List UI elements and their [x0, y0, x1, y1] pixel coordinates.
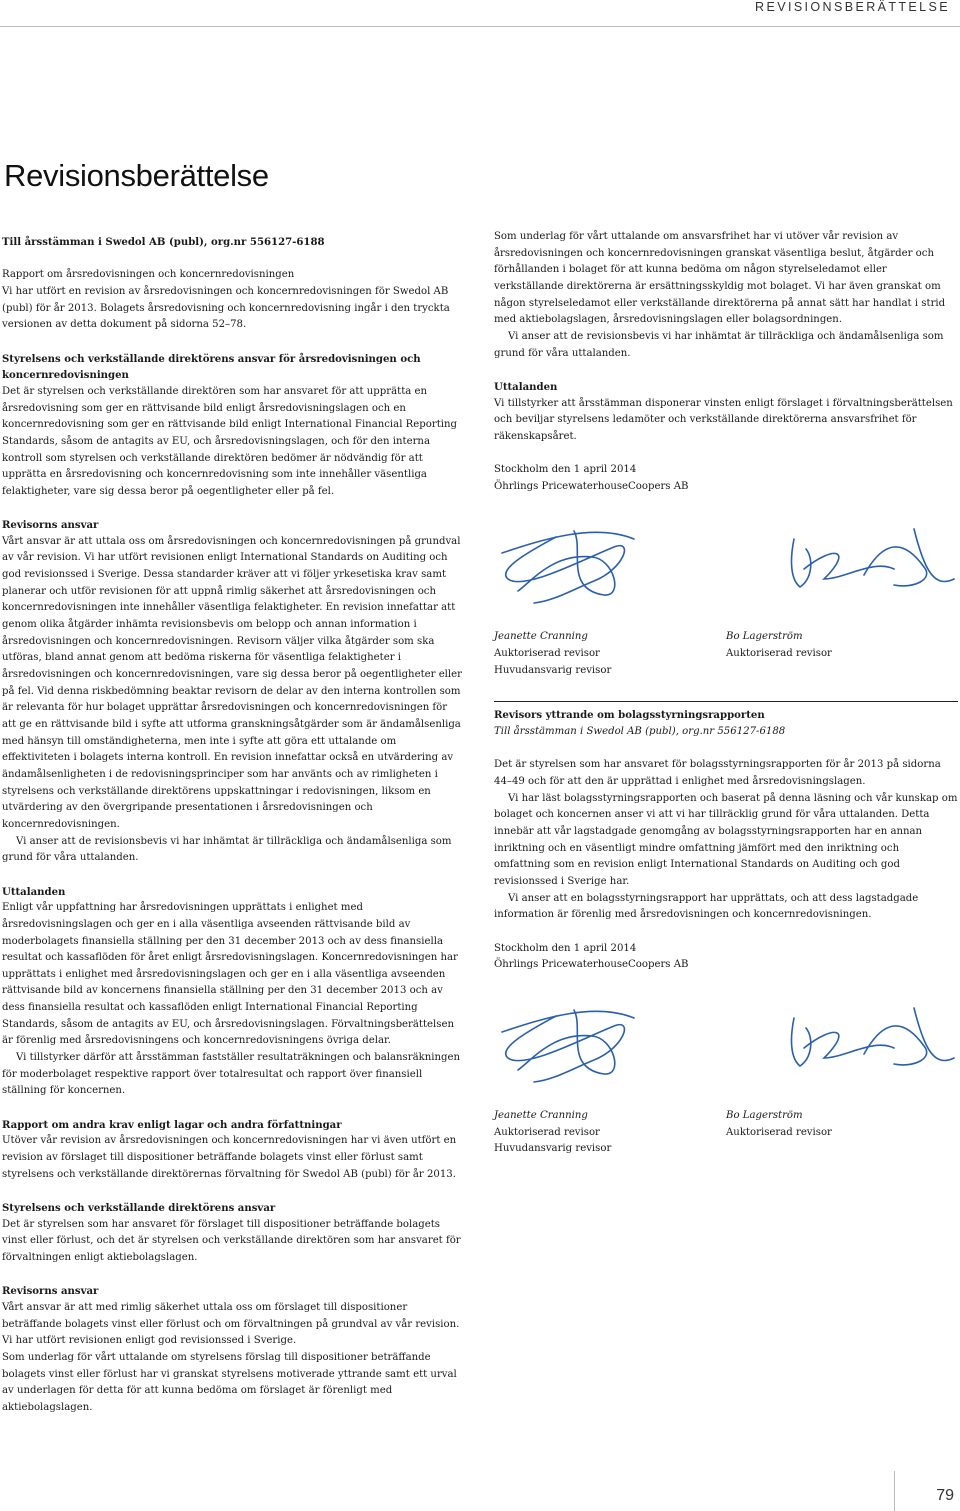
revisorns2-heading: Revisorns ansvar [2, 1285, 99, 1298]
underlag-text-2: Vi anser att de revisionsbevis vi har inhämtat är tillräckliga och ändamålsenliga som grund för våra uttalanden. [494, 330, 944, 359]
revisorns2-text-2: Som underlag för vårt uttalande om styrelsens förslag till dispositioner beträffande bolagets vinst eller förlust har vi granskat styrelsens motiverade yttrande samt ett urval av underlagen för detta för att kunna bedöma om förslaget är förenligt med aktiebolagslagen. [2, 1351, 457, 1413]
signature-image [494, 509, 958, 629]
signer2b-title: Auktoriserad revisor [726, 1126, 832, 1138]
page-title: Revisionsberättelse [4, 158, 269, 193]
page-number-box [894, 1471, 954, 1511]
revisorns2-text: Vårt ansvar är att med rimlig säkerhet uttala oss om förslaget till dispositioner beträffande bolagets vinst eller förlust och om förvaltningen på grundval av vår revision. Vi har utfört revisionen enligt god revisionssed i Sverige. [2, 1301, 460, 1347]
rapport-heading: Rapport om årsredovisningen och koncernredovisningen [2, 269, 295, 281]
running-head: REVISIONSBERÄTTELSE [755, 0, 950, 14]
signer1b-title: Auktoriserad revisor [494, 1126, 600, 1138]
signatures-1 [494, 509, 958, 629]
signer1b-role: Huvudansvarig revisor [494, 1143, 612, 1155]
underlag-text: Som underlag för vårt uttalande om ansvarsfrihet har vi utöver vår revision av årsredovisningen och koncernredovisningen granskat väsentliga beslut, åtgärder och förhållanden i bolaget för att kunna bedöma om någon styrelseledamot eller verkställande direktörerna är ersättningsskyldig mot bolaget. Vi har även granskat om någon styrelseledamot eller verkställande direktörerna på annat sätt har handlat i strid med aktiebolagslagen, årsredovisningslagen eller bolagsordningen. [494, 231, 946, 326]
signer2-title: Auktoriserad revisor [726, 648, 832, 660]
revisorns-text-2: Vi anser att de revisionsbevis vi har inhämtat är tillräckliga och ändamålsenliga som grund för våra uttalanden. [2, 835, 452, 864]
intro-heading: Till årsstämman i Swedol AB (publ), org.nr 556127-6188 [2, 236, 325, 248]
andra-krav-heading: Rapport om andra krav enligt lagar och andra författningar [2, 1118, 342, 1131]
right-column [494, 229, 958, 1158]
styrelsen2-text: Det är styrelsen som har ansvaret för förslaget till dispositioner beträffande bolagets vinst eller förlust, och det är styrelsen och verkställande direktören som har ansvaret för förvaltningen enligt aktiebolagslagen. [2, 1218, 461, 1263]
andra-krav-text: Utöver vår revision av årsredovisningen och koncernredovisningen har vi även utfört en revision av förslaget till dispositioner beträffande bolagets vinst eller förlust samt styrelsens och verkställande direktörernas förvaltning för Swedol AB (publ) för år 2013. [2, 1135, 457, 1180]
signer-2b [726, 1108, 958, 1158]
styrelsen-text: Det är styrelsen och verkställande direktören som har ansvaret för att upprätta en årsredovisning som ger en rättvisande bild enligt årsredovisningslagen och en koncernredovisning som ger en rättvisande bild enligt International Financial Reporting Standards, såsom de antagits av EU, och årsredovisningslagen, och för den interna kontroll som styrelsen och verkställande direktören bedömer är nödvändig för att upprätta en årsredovisning och koncernredovisning som inte innehåller väsentliga felaktigheter, vare sig dessa beror på oegentligheter eller på fel. [2, 385, 458, 497]
firm-name-2: Öhrlings PricewaterhouseCoopers AB [494, 959, 689, 971]
signature-image-2 [494, 988, 958, 1108]
signer1b-name: Jeanette Cranning [494, 1109, 588, 1121]
yttrande-text: Det är styrelsen som har ansvaret för bolagsstyrningsrapporten för år 2013 på sidorna 44–49 och för att den är upprättad i enlighet med årsredovisningslagen. [494, 759, 941, 788]
page-number: 79 [936, 1487, 954, 1504]
yttrande-text-3: Vi anser att en bolagsstyrningsrapport har upprättats, och att dess lagstadgade information är förenlig med årsredovisningen och koncernredovisningen. [494, 892, 919, 921]
styrelsen-heading: Styrelsens och verkställande direktörens ansvar för årsredovisningen och koncernredovisningen [2, 352, 421, 382]
signer-names-1 [494, 629, 958, 679]
signer-names-2 [494, 1108, 958, 1158]
right-uttalanden-heading: Uttalanden [494, 380, 558, 393]
signer2-name: Bo Lagerström [726, 631, 803, 643]
top-rule [0, 26, 960, 27]
section-rule [494, 701, 958, 740]
uttalanden-text: Enligt vår uppfattning har årsredovisningen upprättats i enlighet med årsredovisningslagen och ger en i alla väsentliga avseenden rättvisande bild av moderbolagets finansiella ställning per den 31 december 2013 och av dess finansiella resultat och kassaflöden för året enligt årsredovisningslagen. Koncernredovisningen har upprättats i enlighet med årsredovisningslagen och ger en i alla väsentliga avseenden rättvisande bild av koncernens finansiella ställning per den 31 december 2013 och av dess finansiella resultat och kassaflöden enligt International Financial Reporting Standards, såsom de antagits av EU, och årsredovisningslagen. Förvaltningsberättelsen är förenlig med årsredovisningens och koncernredovisningens övriga delar. [2, 902, 458, 1047]
right-uttalanden-text: Vi tillstyrker att årsstämman disponerar vinsten enligt förslaget i förvaltningsberättelsen och beviljar styrelsens ledamöter och verkställande direktörerna ansvarsfrihet för räkenskapsåret. [494, 397, 953, 442]
firm-name: Öhrlings PricewaterhouseCoopers AB [494, 480, 689, 492]
revisorns-text: Vårt ansvar är att uttala oss om årsredovisningen och koncernredovisningen på grundval av vår revision. Vi har utfört revisionen enligt International Standards on Auditing och god revisionssed i Sverige. Dessa standarder kräver att vi följer yrkesetiska krav samt planerar och utför revisionen för att uppnå rimlig säkerhet att årsredovisningen och koncernredovisningen inte innehåller väsentliga felaktigheter. En revision innefattar att genom olika åtgärder inhämta revisionsbevis om belopp och annan information i årsredovisningen och koncernredovisningen. Revisorn väljer vilka åtgärder som ska utföras, bland annat genom att bedöma riskerna för väsentliga felaktigheter i årsredovisningen och koncernredovisningen, vare sig dessa beror på oegentligheter eller på fel. Vid denna riskbedömning beaktar revisorn de delar av den interna kontrollen som är relevanta för hur bolaget upprättar årsredovisningen och koncernredovisningen för att ge en rättvisande bild i syfte att utforma granskningsåtgärder som är ändamålsenliga med hänsyn till omständigheterna, men inte i syfte att göra ett uttalande om effektiviteten i bolagets interna kontroll. En revision innefattar också en utvärdering av ändamålsenligheten i de redovisningsprinciper som har använts och av rimligheten i styrelsens och verkställande direktörens uppskattningar i redovisningen, liksom en utvärdering av den övergripande presentationen i årsredovisningen och koncernredovisningen. [2, 535, 462, 830]
signer2b-name: Bo Lagerström [726, 1109, 803, 1121]
uttalanden-text-2: Vi tillstyrker därför att årsstämman fastställer resultaträkningen och balansräkningen för moderbolaget respektive rapport över totalresultat och rapport över finansiell ställning för koncernen. [2, 1052, 461, 1097]
place-date-2: Stockholm den 1 april 2014 [494, 942, 637, 954]
signer-1b [494, 1108, 726, 1158]
signer-1 [494, 629, 726, 679]
signer1-title: Auktoriserad revisor [494, 648, 600, 660]
signer1-role: Huvudansvarig revisor [494, 664, 612, 676]
signatures-2 [494, 988, 958, 1108]
styrelsen2-heading: Styrelsens och verkställande direktörens ansvar [2, 1201, 276, 1214]
rapport-text: Vi har utfört en revision av årsredovisningen och koncernredovisningen för Swedol AB (publ) för år 2013. Bolagets årsredovisning och koncernredovisning ingår i den tryckta versionen av detta dokument på sidorna 52–78. [2, 285, 450, 331]
uttalanden-heading: Uttalanden [2, 885, 66, 898]
place-date: Stockholm den 1 april 2014 [494, 464, 637, 476]
signer-2 [726, 629, 958, 679]
revisorns-heading: Revisorns ansvar [2, 519, 99, 532]
yttrande-subheading: Till årsstämman i Swedol AB (publ), org.nr 556127-6188 [494, 726, 786, 738]
yttrande-text-2: Vi har läst bolagsstyrningsrapporten och baserat på denna läsning och vår kunskap om bolaget och koncernen anser vi att vi har tillräcklig grund för våra uttalanden. Detta innebär att vår lagstadgade genomgång av bolagsstyrningsrapporten har en annan inriktning och en väsentligt mindre omfattning jämfört med den inriktning och omfattning som en revision enligt International Standards on Auditing och god revisionssed i Sverige har. [494, 792, 958, 887]
signer1-name: Jeanette Cranning [494, 631, 588, 643]
left-column [2, 234, 464, 1416]
yttrande-heading: Revisors yttrande om bolagsstyrningsrapporten [494, 709, 765, 722]
